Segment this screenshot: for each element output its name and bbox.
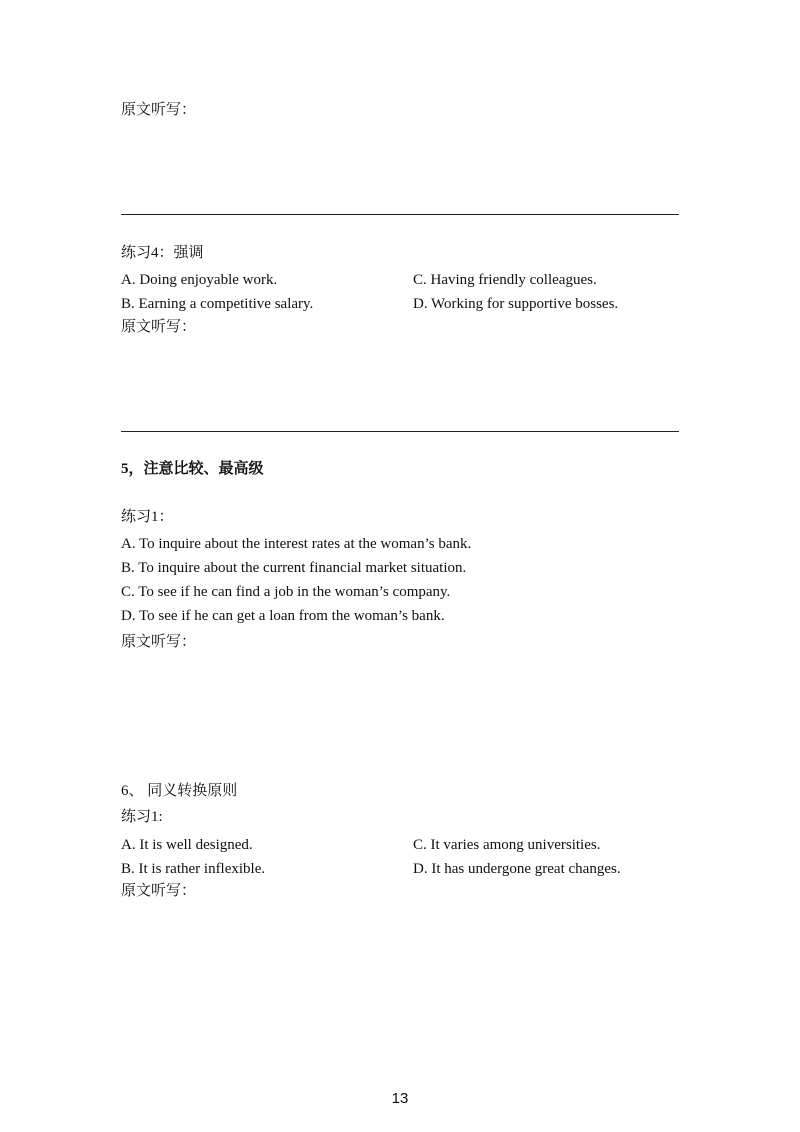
option-b: B. It is rather inflexible. xyxy=(121,861,266,877)
dictation-label: 原文听写： xyxy=(121,102,197,118)
option-a: A. To inquire about the interest rates at the woman’s bank. xyxy=(121,536,472,552)
option-a: A. Doing enjoyable work. xyxy=(121,272,278,288)
section-heading: 6、 同义转换原则 xyxy=(121,783,238,799)
dictation-label: 原文听写： xyxy=(121,634,197,650)
divider-line xyxy=(121,214,679,215)
page-number: 13 xyxy=(391,1090,409,1107)
exercise-title: 练习4：强调 xyxy=(121,245,204,261)
option-a: A. It is well designed. xyxy=(121,837,253,853)
option-b: B. Earning a competitive salary. xyxy=(121,296,314,312)
option-c: C. Having friendly colleagues. xyxy=(413,272,597,288)
option-c: C. To see if he can find a job in the woman’s company. xyxy=(121,584,451,600)
exercise-title: 练习1: xyxy=(121,809,163,825)
dictation-label: 原文听写： xyxy=(121,319,197,335)
option-d: D. Working for supportive bosses. xyxy=(413,296,619,312)
exercise-title: 练习1： xyxy=(121,509,174,525)
option-d: D. To see if he can get a loan from the woman’s bank. xyxy=(121,608,445,624)
option-b: B. To inquire about the current financial market situation. xyxy=(121,560,467,576)
option-d: D. It has undergone great changes. xyxy=(413,861,621,877)
dictation-label: 原文听写： xyxy=(121,883,197,899)
divider-line xyxy=(121,431,679,432)
option-c: C. It varies among universities. xyxy=(413,837,601,853)
section-heading: 5，注意比较、最高级 xyxy=(121,461,264,477)
